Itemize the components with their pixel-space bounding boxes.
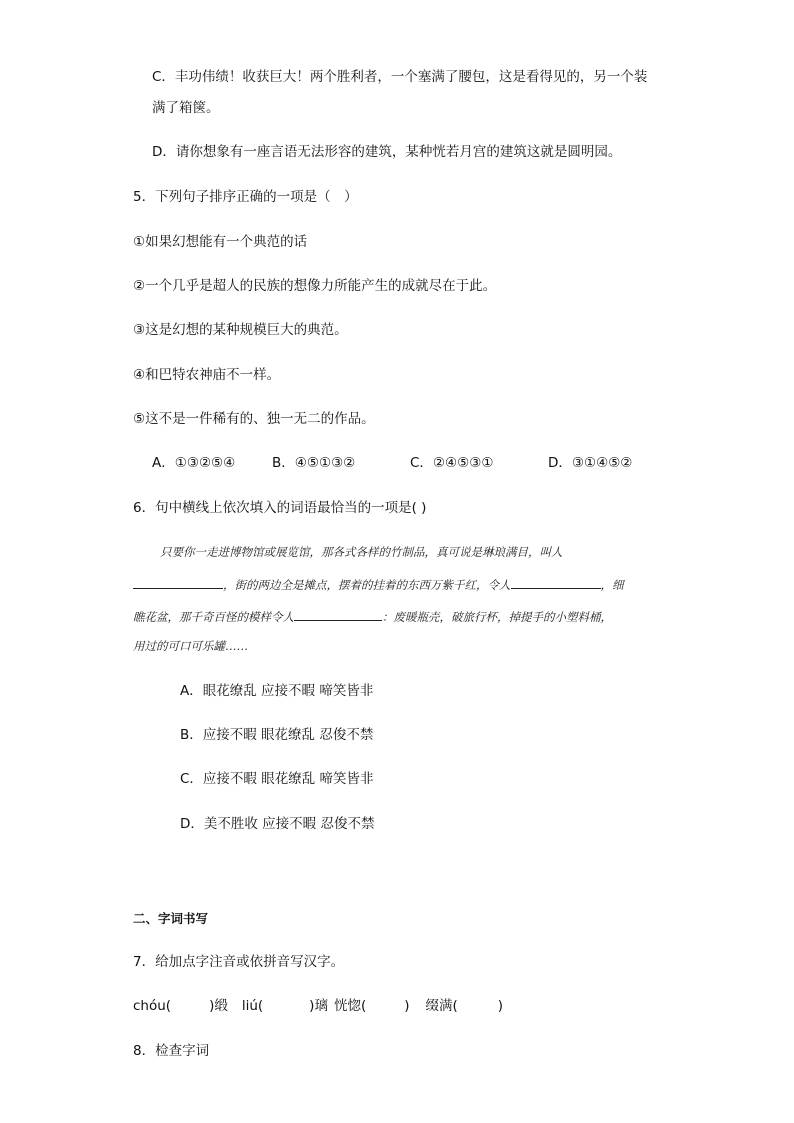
q5-sentence-5: ⑤这不是一件稀有的、独一无二的作品。 <box>133 411 375 427</box>
q6-stem: 6．句中横线上依次填入的词语最恰当的一项是( ) <box>133 500 427 516</box>
q7-item-2-pinyin: liú( <box>241 998 264 1014</box>
q4-option-c-line2: 满了箱箧。 <box>152 100 220 116</box>
q6-passage-line2: ，街的两边全是摊点，摆着的挂着的东西万紫千红，令人 ，细 <box>133 575 624 594</box>
q7-item-2-close: )璃 <box>309 998 328 1014</box>
q4-option-c-line1: C．丰功伟绩！收获巨大！两个胜利者，一个塞满了腰包，这是看得见的，另一个装 <box>152 69 648 85</box>
q7-item-3-word: 恍惚( <box>333 998 367 1014</box>
q5-sentence-3: ③这是幻想的某种规模巨大的典范。 <box>133 322 348 338</box>
q7-item-3-close: ) <box>404 998 410 1014</box>
fill-blank-3[interactable] <box>294 607 382 621</box>
fill-blank-1[interactable] <box>133 575 223 589</box>
q6-option-a: A．眼花缭乱 应接不暇 啼笑皆非 <box>180 683 374 699</box>
q4-option-d: D．请你想象有一座言语无法形容的建筑，某种恍若月宫的建筑这就是圆明园。 <box>152 144 622 160</box>
q6-option-d: D．美不胜收 应接不暇 忍俊不禁 <box>180 816 375 832</box>
fill-blank-2[interactable] <box>511 575 601 589</box>
q6-option-c: C．应接不暇 眼花缭乱 啼笑皆非 <box>180 771 374 787</box>
q7-item-4-close: ) <box>497 998 504 1014</box>
q6-passage-line4: 用过的可口可乐罐…… <box>133 639 248 653</box>
q5-stem: 5．下列句子排序正确的一项是（ ） <box>133 189 358 205</box>
q6-passage-line3: 瞧花盆，那千奇百怪的模样令人 ：废暖瓶壳，破旅行杯，掉提手的小塑料桶， <box>133 607 612 626</box>
q6-passage-line1: 只要你一走进博物馆或展览馆，那各式各样的竹制品，真可说是琳琅满目，叫人 <box>160 545 563 559</box>
q5-option-d: D．③①④⑤② <box>548 455 633 471</box>
q7-item-1-close: )缎 <box>209 998 228 1014</box>
q5-option-a: A．①③②⑤④ <box>152 455 236 471</box>
q8-stem: 8．检查字词 <box>133 1043 210 1059</box>
q7-item-1-pinyin: chóu( <box>133 998 172 1014</box>
q7-items <box>133 996 503 1016</box>
q5-option-c: C．②④⑤③① <box>410 455 494 471</box>
q5-sentence-2: ②一个几乎是超人的民族的想像力所能产生的成就尽在于此。 <box>133 278 497 294</box>
q7-stem: 7．给加点字注音或依拼音写汉字。 <box>133 954 345 970</box>
q7-item-4-word: 缀满( <box>425 998 458 1014</box>
section-2-heading: 二、字词书写 <box>133 911 209 926</box>
q5-option-b: B．④⑤①③② <box>272 455 356 471</box>
q5-sentence-4: ④和巴特农神庙不一样。 <box>133 367 281 383</box>
q5-sentence-1: ①如果幻想能有一个典范的话 <box>133 234 308 250</box>
q6-option-b: B．应接不暇 眼花缭乱 忍俊不禁 <box>180 727 374 743</box>
